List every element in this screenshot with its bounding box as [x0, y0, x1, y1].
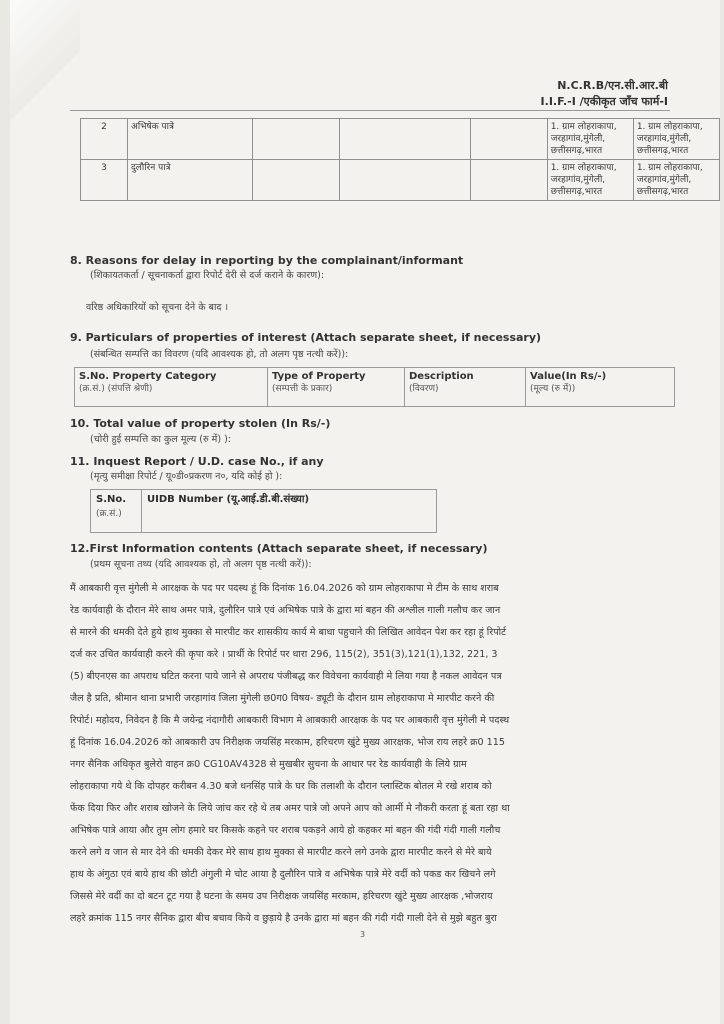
- section-10-subtitle: (चोरी हुई सम्पत्ति का कुल मूल्य (रु में) ):: [90, 434, 231, 445]
- column-header-label: Value(In Rs/-): [530, 371, 607, 382]
- section-9-subtitle: (संबन्धित सम्पत्ति का विवरण (यदि आवश्यक हो, तो अलग पृष्ठ नत्थी करें)):: [90, 349, 349, 360]
- fir-contents: [70, 578, 672, 930]
- fir-line: लहरे क्रमांक 115 नगर सैनिक द्वारा बीच बचाव किये व छुड़ाये है उनके द्वारा मां बहन की गंदी गंदी गाली देने से मुझे बहुत बुरा: [70, 913, 497, 924]
- address-cell: 1. ग्राम लोहराकापा, जरहागांव,मुंगेली, छत्तीसगढ़,भारत: [633, 160, 719, 201]
- table-row: [75, 368, 675, 407]
- section-12-subtitle: (प्रथम सूचना तथ्य (यदि आवश्यक हो, तो अलग पृष्ठ नत्थी करें)):: [90, 559, 312, 570]
- column-header: [405, 368, 526, 407]
- fir-line: (5) बीएनएस का अपराध घटित करना पाये जाने से अपराध पंजीबद्ध कर विवेचना कार्यवाही मे लिया गया है नकल आवेदन पत्र: [70, 671, 502, 682]
- section-12-title: 12.First Information contents (Attach separate sheet, if necessary): [70, 542, 488, 555]
- address-cell: 1. ग्राम लोहराकापा, जरहागांव,मुंगेली, छत्तीसगढ़,भारत: [547, 160, 633, 201]
- fir-line: अभिषेक पात्रे आया और तुम लोग हमारे घर किसके कहने पर शराब पकड़ने आये हो कहकर मां बहन की गंदी गंदी गाली गलौच: [70, 825, 501, 836]
- empty-cell: [470, 160, 547, 201]
- fir-line: रेड कार्यवाही के दौरान मेरे साथ अमर पात्रे, दुलौरिन पात्रे एवं अभिषेक पात्रे के द्वारा मां बहन की अश्लील गाली गलौच कर जान: [70, 605, 501, 616]
- empty-cell: [340, 119, 471, 160]
- fir-line: नगर सैनिक अधिकृत बुलेरो वाहन क्र0 CG10AV4328 से मुखबीर सुचना के आधार पर रेड कार्यवाही के लिये ग्राम: [70, 759, 467, 770]
- document-page: [10, 0, 720, 1024]
- accused-table: [80, 118, 720, 201]
- fir-line: फेंक दिया फिर और शराब खोजने के लिये जांच कर रहे थे तब अमर पात्रे जो अपने आप को आर्मी मे नौकरी करता हूं बता रहा था: [70, 803, 510, 814]
- fir-line: मैं आबकारी वृत्त मुंगेली मे आरक्षक के पद पर पदस्थ हूं कि दिनांक 16.04.2026 को ग्राम लोहराकापा मे टीम के साथ शराब: [70, 583, 499, 594]
- column-header: [268, 368, 405, 407]
- uidb-cell: UIDB Number (यू.आई.डी.बी.संख्या): [142, 490, 437, 533]
- fir-line: जिससे मेरे वर्दी का दो बटन टूट गया है घटना के समय उप निरीक्षक जयसिंह मरकाम, हरिचरण खुंटे मुख्य आरक्षक ,भोजराय: [70, 891, 493, 902]
- section-11-title: 11. Inquest Report / U.D. case No., if any: [70, 455, 324, 468]
- sno-label: S.No.: [96, 494, 127, 505]
- page-number: 3: [360, 930, 366, 939]
- fir-line: से मारने की धमकी देते हुये हाथ मुक्का से मारपीट कर शासकीय कार्य मे बाधा पहुचाने की लिखित आवेदन पेश कर रहा हूं रिपोर्ट: [70, 627, 506, 638]
- column-header-sub: (मूल्य (रु में)): [530, 384, 576, 394]
- section-8-title: 8. Reasons for delay in reporting by the complainant/informant: [70, 254, 464, 267]
- section-11-subtitle: (मृत्यु समीक्षा रिपोर्ट / यू०डी०प्रकरण न०, यदि कोई हो ):: [90, 471, 283, 482]
- accused-name: दुलौरिन पात्रे: [128, 160, 253, 201]
- empty-cell: [252, 119, 340, 160]
- sno-cell: [91, 490, 142, 533]
- column-header-label: Type of Property: [272, 371, 366, 382]
- fir-line: हाथ के अंगुठा एवं बाये हाथ की छोटी अंगुली मे चोट आया है दुलौरिन पात्रे व अभिषेक पात्रे मेरे वर्दी को पकड कर खिचने लगे: [70, 869, 496, 880]
- header-ncrb: N.C.R.B/एन.सी.आर.बी: [557, 79, 668, 92]
- column-header-label: Description: [409, 371, 474, 382]
- fir-line: हूं दिनांक 16.04.2026 को आबकारी उप निरीक्षक जयसिंह मरकाम, हरिचरण खुंटे मुख्य आरक्षक, भोज राय लहरे क्र0 115: [70, 737, 505, 748]
- fir-line: लोहराकापा गये थे कि दोपहर करीबन 4.30 बजे धनसिंह पात्रे के घर कि तलाशी के दौरान प्लास्टिक बोतल मे रखे शराब को: [70, 781, 492, 792]
- fir-line: रिपोर्ट। महोदय, निवेदन है कि मै जयेन्द्र नंदागौरी आबकारी विभाग मे आबकारी आरक्षक के पद पर आबकारी वृत्त मुंगेली मे पदस्थ: [70, 715, 510, 726]
- column-header: [75, 368, 268, 407]
- table-row: [81, 119, 720, 160]
- section-10-title: 10. Total value of property stolen (In Rs/-): [70, 417, 331, 430]
- row-number: 3: [81, 160, 128, 201]
- empty-cell: [340, 160, 471, 201]
- fir-line: दर्ज कर उचित कार्यवाही करने की कृपा करे । प्रार्थी के रिपोर्ट पर धारा 296, 115(2), 351(3),121(1),132, 221, 3: [70, 649, 498, 660]
- fir-line: जैल है प्रति, श्रीमान थाना प्रभारी जरहागांव जिला मुंगेली छ0ग0 विषय- ड्यूटी के दौरान ग्राम लोहराकापा मे मारपीट करने की: [70, 693, 495, 704]
- column-header-sub: (सम्पत्ती के प्रकार): [272, 384, 333, 394]
- column-header-sub: (विवरण): [409, 384, 439, 394]
- header-form: I.I.F.-I /एकीकृत जाँच फार्म-I: [540, 95, 668, 108]
- uidb-table: [90, 489, 437, 533]
- property-table: [74, 367, 675, 407]
- column-header: [526, 368, 675, 407]
- address-cell: 1. ग्राम लोहराकापा, जरहागांव,मुंगेली, छत्तीसगढ़,भारत: [633, 119, 719, 160]
- fir-line: करने लगे व जान से मार देने की धमकी देकर मेरे साथ हाथ मुक्का से मारपीट करने लगे उनके द्वारा मारपीट करने से मेरे बाये: [70, 847, 492, 858]
- empty-cell: [252, 160, 340, 201]
- address-cell: 1. ग्राम लोहराकापा, जरहागांव,मुंगेली, छत्तीसगढ़,भारत: [547, 119, 633, 160]
- table-row: [91, 490, 437, 533]
- section-8-body: वरिष्ठ अधिकारियों को सूचना देने के बाद ।: [86, 302, 229, 313]
- section-9-title: 9. Particulars of properties of interest (Attach separate sheet, if necessary): [70, 331, 542, 344]
- section-8-subtitle: (शिकायतकर्ता / सूचनाकर्ता द्वारा रिपोर्ट देरी से दर्ज कराने के कारण):: [90, 270, 325, 281]
- column-header-sub: (क्र.सं.) (संपत्ति श्रेणी): [79, 384, 153, 394]
- row-number: 2: [81, 119, 128, 160]
- empty-cell: [470, 119, 547, 160]
- column-header-label: S.No. Property Category: [79, 371, 217, 382]
- header-rule: [70, 110, 670, 111]
- accused-name: अभिषेक पात्रे: [128, 119, 253, 160]
- table-row: [81, 160, 720, 201]
- sno-sub: (क्र.सं.): [96, 509, 122, 519]
